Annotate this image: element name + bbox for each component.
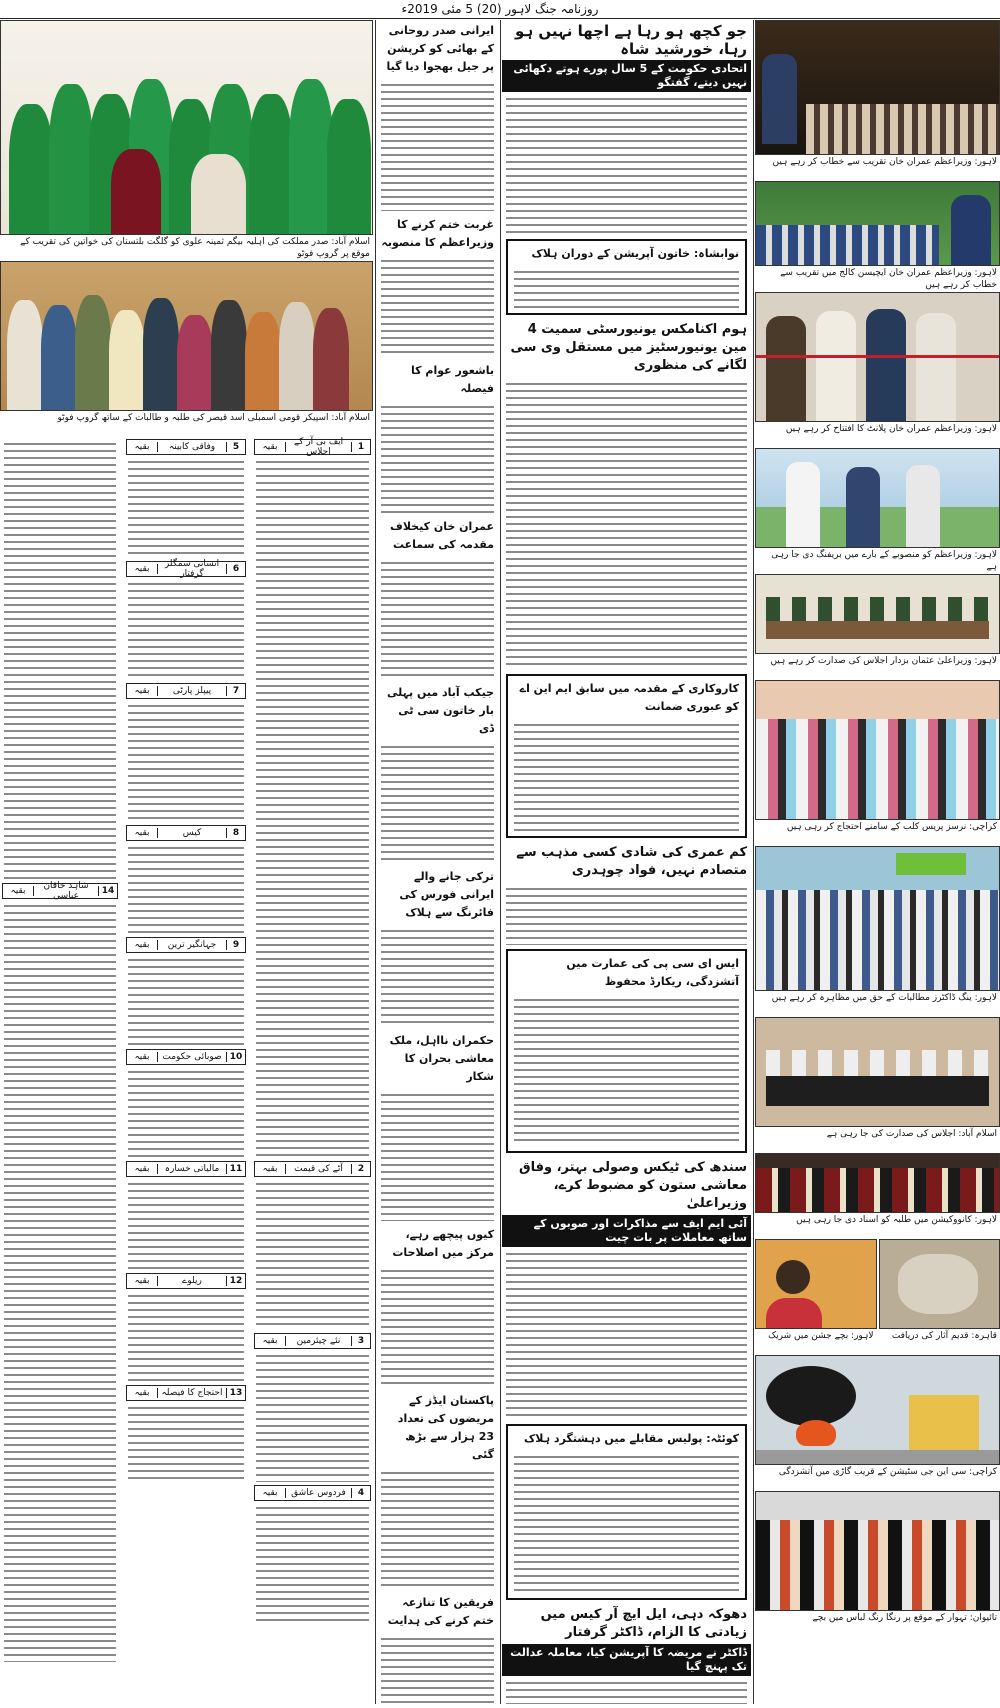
caption-pair — [755, 1329, 1000, 1355]
body-text — [506, 1679, 747, 1704]
body-text — [381, 81, 494, 211]
figures — [1, 85, 372, 234]
jump-box: 6 انسانی سمگلر گرفتار بقیہ — [126, 561, 246, 577]
body-text — [128, 1292, 244, 1382]
photo-nurses-protest — [755, 680, 1000, 820]
body-text — [381, 257, 494, 357]
lead-subheadline: اتحادی حکومت کے 5 سال پورے ہوتے دکھائی نہیں دیتے، گفتگو — [502, 60, 751, 92]
body-text — [128, 1068, 244, 1158]
boxed-story — [506, 1424, 747, 1600]
article-headline: سندھ کی ٹیکس وصولی بہتر، وفاق معاشی ستون کو مضبوط کرے، وزیراعلیٰ — [518, 1160, 747, 1211]
photo-caption: لاہور: وزیراعظم عمران خان پلانٹ کا افتتاح کر رہے ہیں — [785, 424, 997, 434]
body-text — [381, 743, 494, 863]
jump-box: 7 پیپلز پارٹی بقیہ — [126, 683, 246, 699]
jump-box: 14 شاہد خاقان عباسی بقیہ — [2, 883, 118, 899]
article-headline: دھوکہ دہی، ایل ایچ آر کیس میں زیادتی کا الزام، ڈاکٹر گرفتار — [540, 1607, 747, 1640]
body-text — [4, 440, 116, 880]
body-text — [381, 559, 494, 679]
photo-ribbon-cutting — [755, 292, 1000, 422]
masthead: روزنامہ جنگ لاہور (20) 5 مئی 2019ء — [0, 0, 1000, 19]
body-text — [506, 1250, 747, 1420]
body-text — [128, 702, 244, 822]
body-text — [128, 458, 244, 558]
article-headline: کم عمری کی شادی کسی مذہب سے متصادم نہیں، فواد چوہدری — [516, 845, 747, 878]
article-headline: ہوم اکنامکس یونیورسٹی سمیت 4 مین یونیورسٹیز میں مستقل وی سی لگانے کی منظوری — [510, 322, 747, 373]
photo-caption: کراچی: نرسز پریس کلب کے سامنے احتجاج کر رہی ہیں — [786, 822, 997, 832]
photo-caption: لاہور: وزیراعظم کو منصوبے کے بارے میں بریفنگ دی جا رہی ہے — [771, 550, 997, 572]
news-column-2 — [377, 20, 498, 1704]
body-text — [381, 927, 494, 1027]
body-text — [381, 1267, 494, 1387]
photo-lawn-event — [755, 181, 1000, 266]
photo-children — [755, 1239, 877, 1329]
body-text — [514, 721, 739, 831]
jump-box: 5 وفاقی کابینہ بقیہ — [126, 439, 246, 455]
photo-convocation — [755, 1153, 1000, 1213]
body-text — [128, 956, 244, 1046]
article-headline: غربت ختم کرنے کا وزیراعظم کا منصوبہ — [381, 218, 494, 249]
article-headline: ایرانی صدر روحانی کے بھائی کو کرپشن پر جیل بھجوا دیا گیا — [386, 24, 494, 73]
body-text — [506, 885, 747, 945]
article-headline: فریقین کا تنازعہ ختم کرنے کی ہدایت — [387, 1596, 494, 1627]
jump-box: 9 جہانگیر ترین بقیہ — [126, 937, 246, 953]
left-column — [0, 20, 373, 1704]
article-headline: کیوں پیچھے رہے، مرکز میں اصلاحات — [392, 1228, 494, 1259]
article-headline: جیکب آباد میں پہلی بار خاتون سی ٹی ڈی — [386, 686, 494, 735]
article-subheadline: ڈاکٹر نے مریضہ کا آپریشن کیا، معاملہ عدالت تک پہنچ گیا — [502, 1644, 751, 1676]
photo-caption: لاہور: بچے جشن میں شریک — [768, 1331, 874, 1341]
photo-conference — [755, 1017, 1000, 1127]
jump-box: 4 فردوس عاشق بقیہ — [254, 1485, 371, 1501]
jump-area — [0, 437, 373, 1677]
body-text — [514, 268, 739, 308]
article-headline: عمران خان کیخلاف مقدمہ کی سماعت — [390, 520, 494, 551]
article-headline: حکمران نااہل، ملک معاشی بحران کا شکار — [389, 1034, 494, 1083]
body-text-column — [124, 437, 248, 1677]
jump-box: 1 ایف بی آر کے اجلاس بقیہ — [254, 439, 371, 455]
body-text — [514, 996, 739, 1146]
photo-caption: قاہرہ: قدیم آثار کی دریافت — [891, 1331, 997, 1341]
body-text-column — [252, 437, 373, 1677]
column-rule — [375, 20, 376, 1704]
body-text — [256, 1352, 369, 1482]
photo-caption: لاہور: وزیراعظم عمران خان ایچیسن کالج میں تقریب سے خطاب کر رہے ہیں — [780, 268, 997, 290]
jump-box: 12 ریلوے بقیہ — [126, 1273, 246, 1289]
photo-speech-hall — [755, 20, 1000, 155]
body-text — [128, 1404, 244, 1484]
body-text — [256, 458, 369, 1158]
photo-caption: لاہور: کانووکیشن میں طلبہ کو اسناد دی جا رہی ہیں — [796, 1215, 997, 1225]
boxed-story — [506, 949, 747, 1153]
body-text-column — [0, 437, 120, 1677]
boxed-story — [506, 674, 747, 838]
body-text — [381, 1635, 494, 1704]
jump-box: 2 آٹے کی قیمت بقیہ — [254, 1161, 371, 1177]
article-headline: نوابشاہ: خاتون آپریشن کے دوران ہلاک — [531, 247, 739, 260]
article-headline: باشعور عوام کا فیصلہ — [411, 364, 494, 395]
jump-box: 11 مالیاتی خسارہ بقیہ — [126, 1161, 246, 1177]
body-text — [514, 1453, 739, 1593]
news-column-3 — [502, 20, 751, 1704]
photo-vehicle-fire — [755, 1355, 1000, 1465]
photo-artifact — [879, 1239, 1000, 1329]
right-photo-column — [755, 20, 1000, 1704]
jump-box: 13 احتجاج کا فیصلہ بقیہ — [126, 1385, 246, 1401]
body-text — [256, 1504, 369, 1624]
photo-caption: اسلام آباد: اجلاس کی صدارت کی جا رہی ہے — [826, 1129, 997, 1139]
photo-meeting — [755, 574, 1000, 654]
body-text — [128, 1180, 244, 1270]
body-text — [381, 403, 494, 513]
article-headline: کاروکاری کے مقدمہ میں سابق ایم این اے کو عبوری ضمانت — [519, 682, 739, 713]
body-text — [256, 1180, 369, 1330]
body-text — [128, 844, 244, 934]
article-headline: ترکی جانے والے ایرانی فورس کی فائرنگ سے ہلاک — [399, 870, 494, 919]
group-photo-green — [0, 20, 373, 235]
photo-caption: لاہور: وزیراعلیٰ عثمان بزدار اجلاس کی صدارت کر رہے ہیں — [770, 656, 997, 666]
photo-pair — [755, 1239, 1000, 1329]
body-text — [128, 580, 244, 680]
column-rule — [753, 20, 754, 1704]
article-headline: کوئٹہ: پولیس مقابلے میں دہشتگرد ہلاک — [524, 1432, 739, 1445]
body-text — [4, 902, 116, 1662]
boxed-story — [506, 239, 747, 315]
photo-briefing — [755, 448, 1000, 548]
jump-box: 8 کیس بقیہ — [126, 825, 246, 841]
body-text — [506, 95, 747, 235]
photo-festival — [755, 1491, 1000, 1611]
photo-caption: اسلام آباد: اسپیکر قومی اسمبلی اسد قیصر کی طلبہ و طالبات کے ساتھ گروپ فوٹو — [57, 413, 370, 423]
photo-caption: کراچی: سی این جی سٹیشن کے قریب گاڑی میں آتشزدگی — [778, 1467, 997, 1477]
photo-caption: اسلام آباد: صدر مملکت کی اہلیہ بیگم ثمینہ علوی کو گلگت بلتستان کی خواتین کی تقریب کے موقع پر گروپ فوٹو — [20, 237, 370, 259]
body-text — [506, 380, 747, 670]
lead-headline: جو کچھ ہو رہا ہے اچھا نہیں ہو رہا، خورشید شاہ — [514, 22, 747, 58]
photo-caption: تائیوان: تہوار کے موقع پر رنگا رنگ لباس میں بچے — [812, 1613, 997, 1623]
body-text — [381, 1091, 494, 1221]
article-subheadline: آئی ایم ایف سے مذاکرات اور صوبوں کے ساتھ معاملات پر بات چیت — [502, 1215, 751, 1247]
jump-box: 10 صوبائی حکومت بقیہ — [126, 1049, 246, 1065]
jump-box: 3 نئے چیئرمین بقیہ — [254, 1333, 371, 1349]
article-headline: ایس ای سی پی کی عمارت میں آتشزدگی، ریکارڈ محفوظ — [566, 957, 739, 988]
body-text — [381, 1469, 494, 1589]
figures — [1, 306, 372, 410]
photo-caption: لاہور: وزیراعظم عمران خان تقریب سے خطاب کر رہے ہیں — [772, 157, 997, 167]
group-photo-students — [0, 261, 373, 411]
article-headline: پاکستان ایڈز کے مریضوں کی تعداد 23 ہزار سے بڑھ گئی — [397, 1394, 494, 1461]
column-rule — [500, 20, 501, 1704]
photo-doctors-rally — [755, 846, 1000, 991]
photo-caption: لاہور: ینگ ڈاکٹرز مطالبات کے حق میں مظاہرہ کر رہے ہیں — [771, 993, 997, 1003]
